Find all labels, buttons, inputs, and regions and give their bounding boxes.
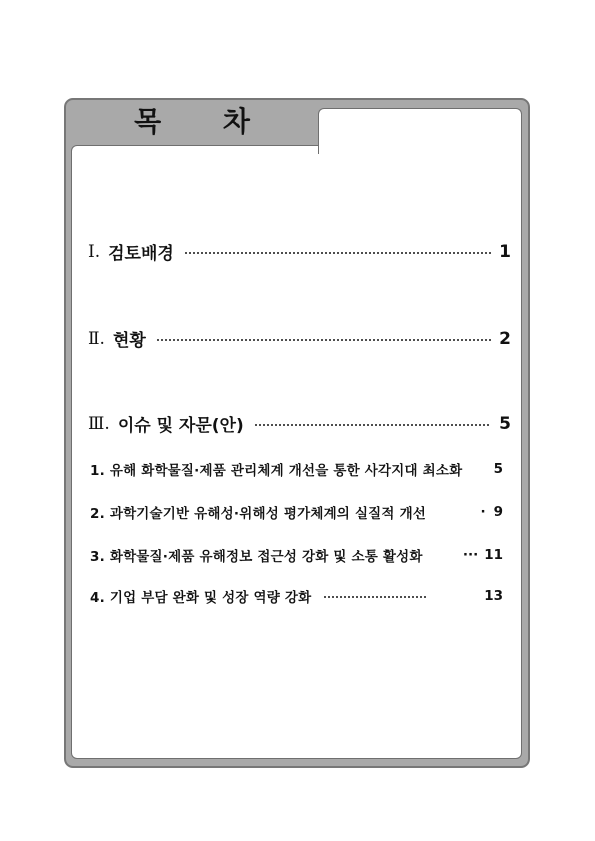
toc-panel [71, 145, 522, 759]
section-page: 2 [499, 328, 511, 349]
section-label: 현황 [112, 331, 146, 351]
toc-item-4[interactable] [90, 586, 503, 606]
section-numeral: Ⅰ. [88, 241, 101, 262]
toc-section-2[interactable] [88, 326, 511, 351]
section-page: 1 [499, 241, 511, 262]
item-text: 3. 화학물질·제품 유해정보 접근성 강화 및 소통 활성화 [90, 549, 423, 565]
item-text: 2. 과학기술기반 유해성·위해성 평가체계의 실질적 개선 [90, 506, 427, 522]
page-title: 목 차 [134, 105, 276, 138]
dot-leader [254, 424, 491, 426]
dot-leader [323, 596, 427, 598]
item-page: 13 [484, 588, 503, 604]
section-page: 5 [499, 413, 511, 434]
dot-leader [184, 252, 491, 254]
item-page: 9 [493, 504, 503, 520]
dot-leader: ··· [462, 547, 479, 563]
item-page: 11 [484, 547, 503, 563]
section-label: 이슈 및 자문(안) [117, 416, 244, 436]
toc-section-3[interactable] [88, 411, 511, 436]
section-numeral: Ⅱ. [88, 328, 105, 349]
dot-leader [156, 339, 491, 341]
toc-item-1[interactable] [90, 459, 503, 479]
item-page: 5 [493, 461, 503, 477]
item-text: 4. 기업 부담 완화 및 성장 역량 강화 [90, 590, 312, 606]
section-label: 검토배경 [108, 244, 174, 264]
section-numeral: Ⅲ. [88, 413, 110, 434]
item-text: 1. 유해 화학물질·제품 관리체계 개선을 통한 사각지대 최소화 [90, 463, 463, 479]
tab-corner [318, 108, 522, 154]
dot-leader: · [480, 504, 486, 520]
toc-item-3[interactable] [90, 545, 503, 565]
toc-section-1[interactable] [88, 239, 511, 264]
toc-item-2[interactable] [90, 502, 503, 522]
